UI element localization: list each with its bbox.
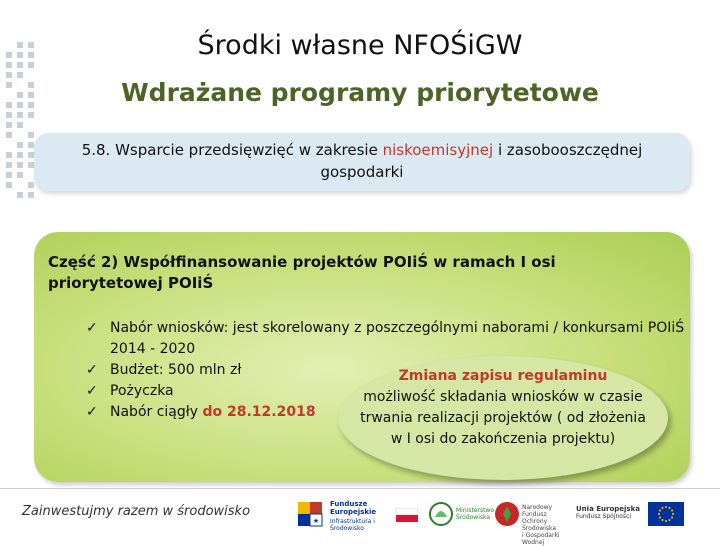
decorative-dot — [17, 152, 23, 158]
program-text-end: i zasobooszczędnej gospodarki — [320, 141, 643, 181]
checkmark-icon: ✓ — [86, 404, 98, 420]
ministry-logo — [428, 496, 495, 532]
list-item-text: Pożyczka — [110, 383, 174, 399]
decorative-dot — [17, 142, 23, 148]
page-subtitle: Wdrażane programy priorytetowe — [121, 78, 599, 107]
decorative-dot — [6, 172, 12, 178]
logo-line: Fundusz Spójności — [576, 513, 632, 520]
checkmark-icon: ✓ — [86, 383, 98, 399]
eu-star — [662, 519, 664, 521]
logo-line: Fundusze — [330, 500, 368, 508]
decorative-dot — [6, 132, 12, 138]
decorative-dot — [17, 192, 23, 198]
eu-funds-logo — [296, 496, 388, 532]
eu-flag-icon — [648, 502, 684, 526]
logo-line: Europejskie — [330, 508, 377, 516]
ministry-icon — [428, 501, 454, 527]
eu-logo — [576, 496, 686, 532]
decorative-dot — [17, 162, 23, 168]
eu-star — [662, 507, 664, 509]
decorative-dot — [6, 112, 12, 118]
eu-star — [671, 517, 673, 519]
decorative-dot — [6, 122, 12, 128]
eu-funds-icon — [296, 498, 326, 530]
footer-slogan: Zainwestujmy razem w środowisko — [22, 504, 251, 519]
eu-star — [665, 520, 667, 522]
program-text-start: 5.8. Wsparcie przedsięwzięć w zakresie — [81, 141, 383, 159]
decorative-dot — [28, 192, 34, 198]
eu-star — [659, 510, 661, 512]
checkmark-icon: ✓ — [86, 362, 98, 378]
program-box — [34, 133, 690, 191]
page-title: Środki własne NFOŚiGW — [197, 30, 523, 61]
section-title: Część 2) Współfinansowanie projektów POIiŚ w ramach I osi priorytetowej POIiŚ — [48, 253, 556, 292]
list-item-text: Nabór wniosków: jest skorelowany z poszczególnymi naborami / konkursami POIiŚ 2014 - 2020 — [110, 320, 685, 357]
list-item-text: Budżet: 500 mln zł — [110, 362, 242, 378]
deadline-highlight: do 28.12.2018 — [202, 404, 316, 420]
decorative-dot — [6, 182, 12, 188]
decorative-dot — [17, 112, 23, 118]
decorative-dot — [17, 122, 23, 128]
poland-flag-logo — [396, 496, 420, 532]
program-highlight: niskoemisyjnej — [382, 141, 494, 159]
logo-line: i Gospodarki Wodnej — [522, 532, 560, 546]
eu-star — [658, 513, 660, 515]
eu-star — [665, 506, 667, 508]
svg-text:★: ★ — [312, 517, 320, 525]
flag-poland-icon — [396, 508, 418, 522]
footer-logos — [296, 496, 686, 546]
decorative-dot — [6, 162, 12, 168]
logo-line: Ochrony Środowiska — [522, 518, 557, 532]
callout-text — [358, 366, 648, 450]
logo-line: Ministerstwo — [456, 507, 495, 514]
list-item — [86, 318, 686, 360]
checkmark-icon: ✓ — [86, 320, 98, 336]
eu-star — [659, 517, 661, 519]
footer-divider — [0, 488, 720, 489]
decorative-dot-grid — [4, 40, 38, 200]
decorative-dot — [17, 62, 23, 68]
logo-line: Narodowy Fundusz — [522, 504, 553, 518]
decorative-dot — [6, 152, 12, 158]
decorative-dot — [17, 172, 23, 178]
list-item-text: Nabór ciągły — [110, 404, 203, 420]
logo-line: Infrastruktura i Środowisko — [330, 518, 375, 532]
eu-star — [672, 513, 674, 515]
decorative-dot — [28, 132, 34, 138]
logo-line: Unia Europejska — [576, 505, 640, 513]
eu-star — [669, 507, 671, 509]
callout-title: Zmiana zapisu regulaminu — [398, 368, 608, 384]
nfosigw-icon — [494, 501, 520, 527]
eu-star — [671, 510, 673, 512]
logo-line: Środowiska — [456, 514, 491, 521]
decorative-dot — [6, 62, 12, 68]
eu-star — [669, 519, 671, 521]
decorative-dot — [28, 182, 34, 188]
decorative-dot — [28, 112, 34, 118]
callout-body: możliwość składania wniosków w czasie trwania realizacji projektów ( od złożenia w I osi do zakończenia projektu) — [360, 389, 646, 447]
nfosigw-logo — [494, 496, 570, 546]
decorative-dot — [28, 62, 34, 68]
